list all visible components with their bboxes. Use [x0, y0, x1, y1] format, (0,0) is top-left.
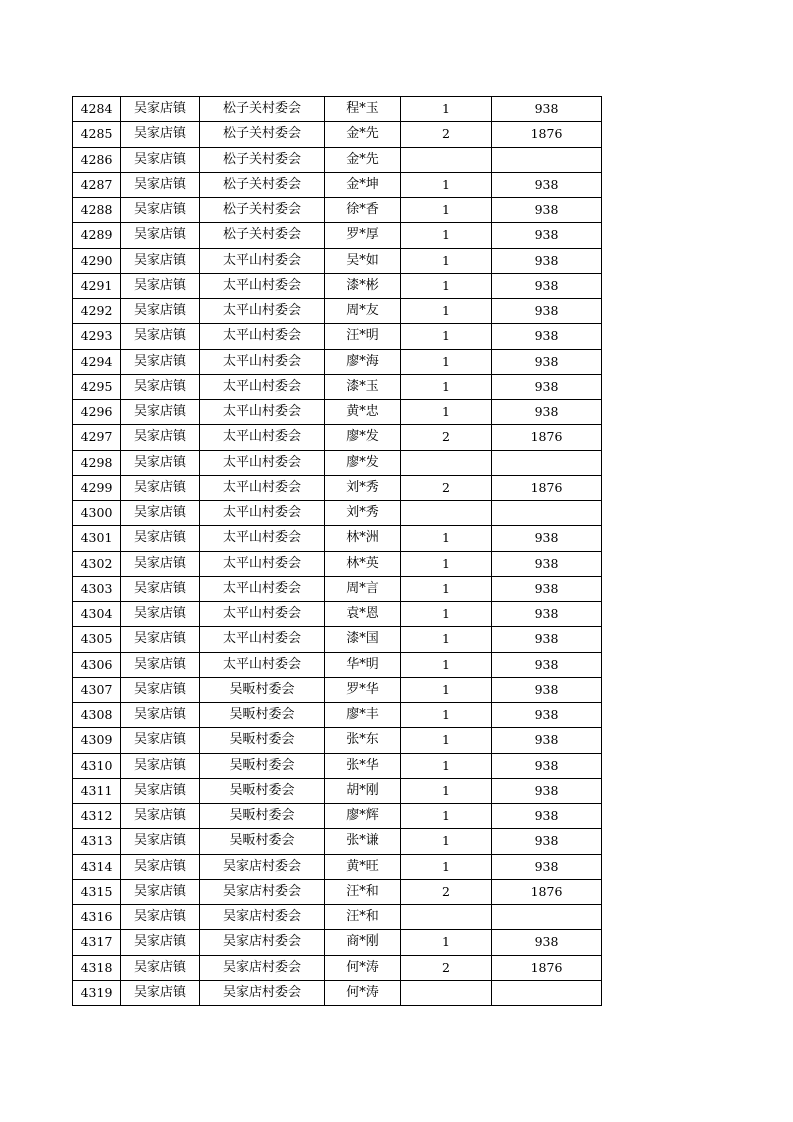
town-cell: 吴家店镇	[121, 829, 200, 854]
row-number-cell: 4308	[73, 703, 121, 728]
town-cell: 吴家店镇	[121, 905, 200, 930]
town-cell: 吴家店镇	[121, 324, 200, 349]
amount-cell: 938	[492, 299, 602, 324]
name-cell: 胡*刚	[325, 778, 401, 803]
row-number-cell: 4311	[73, 778, 121, 803]
amount-cell: 1876	[492, 425, 602, 450]
town-cell: 吴家店镇	[121, 248, 200, 273]
count-cell: 1	[401, 526, 492, 551]
table-row	[73, 273, 602, 298]
town-cell: 吴家店镇	[121, 147, 200, 172]
amount-cell: 938	[492, 400, 602, 425]
village-committee-cell: 吴家店村委会	[200, 905, 325, 930]
village-committee-cell: 吴家店村委会	[200, 879, 325, 904]
row-number-cell: 4312	[73, 804, 121, 829]
town-cell: 吴家店镇	[121, 198, 200, 223]
village-committee-cell: 太平山村委会	[200, 501, 325, 526]
count-cell: 1	[401, 829, 492, 854]
town-cell: 吴家店镇	[121, 854, 200, 879]
name-cell: 吴*如	[325, 248, 401, 273]
town-cell: 吴家店镇	[121, 602, 200, 627]
town-cell: 吴家店镇	[121, 526, 200, 551]
count-cell: 1	[401, 602, 492, 627]
data-table	[72, 96, 602, 1006]
table-row	[73, 778, 602, 803]
table-row	[73, 728, 602, 753]
village-committee-cell: 太平山村委会	[200, 551, 325, 576]
amount-cell: 1876	[492, 122, 602, 147]
count-cell: 1	[401, 400, 492, 425]
table-row	[73, 122, 602, 147]
name-cell: 金*先	[325, 147, 401, 172]
count-cell: 2	[401, 425, 492, 450]
count-cell: 1	[401, 551, 492, 576]
name-cell: 漆*国	[325, 627, 401, 652]
town-cell: 吴家店镇	[121, 374, 200, 399]
village-committee-cell: 太平山村委会	[200, 248, 325, 273]
row-number-cell: 4294	[73, 349, 121, 374]
town-cell: 吴家店镇	[121, 299, 200, 324]
name-cell: 罗*厚	[325, 223, 401, 248]
name-cell: 漆*玉	[325, 374, 401, 399]
row-number-cell: 4316	[73, 905, 121, 930]
village-committee-cell: 吴畈村委会	[200, 753, 325, 778]
town-cell: 吴家店镇	[121, 551, 200, 576]
row-number-cell: 4307	[73, 677, 121, 702]
count-cell	[401, 450, 492, 475]
amount-cell: 938	[492, 97, 602, 122]
table-row	[73, 501, 602, 526]
count-cell: 1	[401, 299, 492, 324]
amount-cell: 938	[492, 324, 602, 349]
town-cell: 吴家店镇	[121, 980, 200, 1005]
table-row	[73, 829, 602, 854]
count-cell: 1	[401, 273, 492, 298]
name-cell: 廖*发	[325, 425, 401, 450]
name-cell: 汪*和	[325, 905, 401, 930]
row-number-cell: 4305	[73, 627, 121, 652]
village-committee-cell: 太平山村委会	[200, 299, 325, 324]
count-cell: 1	[401, 198, 492, 223]
amount-cell	[492, 905, 602, 930]
table-row	[73, 349, 602, 374]
name-cell: 廖*丰	[325, 703, 401, 728]
village-committee-cell: 太平山村委会	[200, 602, 325, 627]
village-committee-cell: 吴畈村委会	[200, 804, 325, 829]
count-cell: 1	[401, 627, 492, 652]
name-cell: 廖*辉	[325, 804, 401, 829]
name-cell: 周*友	[325, 299, 401, 324]
town-cell: 吴家店镇	[121, 349, 200, 374]
table-row	[73, 299, 602, 324]
table-row	[73, 804, 602, 829]
row-number-cell: 4313	[73, 829, 121, 854]
name-cell: 汪*和	[325, 879, 401, 904]
amount-cell: 938	[492, 248, 602, 273]
name-cell: 何*涛	[325, 980, 401, 1005]
name-cell: 林*英	[325, 551, 401, 576]
table-row	[73, 374, 602, 399]
row-number-cell: 4304	[73, 602, 121, 627]
row-number-cell: 4284	[73, 97, 121, 122]
name-cell: 华*明	[325, 652, 401, 677]
amount-cell: 938	[492, 627, 602, 652]
table-row	[73, 703, 602, 728]
row-number-cell: 4293	[73, 324, 121, 349]
village-committee-cell: 太平山村委会	[200, 324, 325, 349]
village-committee-cell: 太平山村委会	[200, 627, 325, 652]
village-committee-cell: 松子关村委会	[200, 97, 325, 122]
row-number-cell: 4315	[73, 879, 121, 904]
name-cell: 漆*彬	[325, 273, 401, 298]
row-number-cell: 4301	[73, 526, 121, 551]
village-committee-cell: 太平山村委会	[200, 576, 325, 601]
table-row	[73, 198, 602, 223]
count-cell: 2	[401, 122, 492, 147]
row-number-cell: 4319	[73, 980, 121, 1005]
count-cell: 1	[401, 374, 492, 399]
amount-cell: 938	[492, 273, 602, 298]
table-row	[73, 955, 602, 980]
name-cell: 商*刚	[325, 930, 401, 955]
count-cell: 2	[401, 879, 492, 904]
row-number-cell: 4299	[73, 475, 121, 500]
table-row	[73, 248, 602, 273]
name-cell: 金*先	[325, 122, 401, 147]
town-cell: 吴家店镇	[121, 677, 200, 702]
village-committee-cell: 太平山村委会	[200, 349, 325, 374]
amount-cell: 1876	[492, 475, 602, 500]
amount-cell: 938	[492, 223, 602, 248]
town-cell: 吴家店镇	[121, 804, 200, 829]
name-cell: 罗*华	[325, 677, 401, 702]
amount-cell: 938	[492, 526, 602, 551]
village-committee-cell: 松子关村委会	[200, 172, 325, 197]
village-committee-cell: 吴家店村委会	[200, 980, 325, 1005]
row-number-cell: 4291	[73, 273, 121, 298]
table-row	[73, 324, 602, 349]
amount-cell: 1876	[492, 879, 602, 904]
town-cell: 吴家店镇	[121, 753, 200, 778]
count-cell: 1	[401, 728, 492, 753]
amount-cell: 938	[492, 728, 602, 753]
count-cell: 1	[401, 703, 492, 728]
town-cell: 吴家店镇	[121, 627, 200, 652]
table-row	[73, 526, 602, 551]
village-committee-cell: 太平山村委会	[200, 475, 325, 500]
table-row	[73, 223, 602, 248]
count-cell: 1	[401, 349, 492, 374]
row-number-cell: 4289	[73, 223, 121, 248]
village-committee-cell: 吴畈村委会	[200, 677, 325, 702]
village-committee-cell: 太平山村委会	[200, 526, 325, 551]
row-number-cell: 4309	[73, 728, 121, 753]
town-cell: 吴家店镇	[121, 172, 200, 197]
count-cell: 1	[401, 248, 492, 273]
count-cell: 1	[401, 804, 492, 829]
name-cell: 何*涛	[325, 955, 401, 980]
row-number-cell: 4287	[73, 172, 121, 197]
name-cell: 金*坤	[325, 172, 401, 197]
town-cell: 吴家店镇	[121, 475, 200, 500]
amount-cell	[492, 450, 602, 475]
town-cell: 吴家店镇	[121, 930, 200, 955]
town-cell: 吴家店镇	[121, 122, 200, 147]
village-committee-cell: 松子关村委会	[200, 122, 325, 147]
amount-cell	[492, 980, 602, 1005]
village-committee-cell: 太平山村委会	[200, 425, 325, 450]
village-committee-cell: 吴畈村委会	[200, 778, 325, 803]
count-cell: 1	[401, 753, 492, 778]
row-number-cell: 4296	[73, 400, 121, 425]
town-cell: 吴家店镇	[121, 652, 200, 677]
amount-cell: 938	[492, 854, 602, 879]
amount-cell: 938	[492, 930, 602, 955]
row-number-cell: 4303	[73, 576, 121, 601]
row-number-cell: 4317	[73, 930, 121, 955]
town-cell: 吴家店镇	[121, 450, 200, 475]
name-cell: 黄*旺	[325, 854, 401, 879]
row-number-cell: 4285	[73, 122, 121, 147]
table-row	[73, 475, 602, 500]
name-cell: 汪*明	[325, 324, 401, 349]
count-cell: 1	[401, 223, 492, 248]
table-row	[73, 677, 602, 702]
name-cell: 程*玉	[325, 97, 401, 122]
name-cell: 黄*忠	[325, 400, 401, 425]
town-cell: 吴家店镇	[121, 97, 200, 122]
count-cell	[401, 501, 492, 526]
table-row	[73, 425, 602, 450]
row-number-cell: 4318	[73, 955, 121, 980]
village-committee-cell: 吴家店村委会	[200, 930, 325, 955]
name-cell: 廖*发	[325, 450, 401, 475]
village-committee-cell: 松子关村委会	[200, 223, 325, 248]
table-row	[73, 602, 602, 627]
town-cell: 吴家店镇	[121, 400, 200, 425]
row-number-cell: 4300	[73, 501, 121, 526]
amount-cell: 938	[492, 198, 602, 223]
village-committee-cell: 吴家店村委会	[200, 854, 325, 879]
town-cell: 吴家店镇	[121, 879, 200, 904]
amount-cell: 938	[492, 703, 602, 728]
amount-cell: 1876	[492, 955, 602, 980]
town-cell: 吴家店镇	[121, 576, 200, 601]
amount-cell: 938	[492, 778, 602, 803]
table-row	[73, 652, 602, 677]
table-row	[73, 172, 602, 197]
count-cell	[401, 147, 492, 172]
amount-cell: 938	[492, 804, 602, 829]
name-cell: 刘*秀	[325, 475, 401, 500]
village-committee-cell: 吴畈村委会	[200, 728, 325, 753]
table-row	[73, 980, 602, 1005]
amount-cell: 938	[492, 652, 602, 677]
table-body	[73, 97, 602, 1006]
row-number-cell: 4306	[73, 652, 121, 677]
table-row	[73, 627, 602, 652]
row-number-cell: 4288	[73, 198, 121, 223]
amount-cell: 938	[492, 829, 602, 854]
town-cell: 吴家店镇	[121, 501, 200, 526]
amount-cell: 938	[492, 602, 602, 627]
row-number-cell: 4295	[73, 374, 121, 399]
village-committee-cell: 太平山村委会	[200, 450, 325, 475]
count-cell: 1	[401, 778, 492, 803]
row-number-cell: 4297	[73, 425, 121, 450]
amount-cell: 938	[492, 753, 602, 778]
row-number-cell: 4302	[73, 551, 121, 576]
village-committee-cell: 太平山村委会	[200, 400, 325, 425]
count-cell: 1	[401, 172, 492, 197]
count-cell: 1	[401, 854, 492, 879]
village-committee-cell: 太平山村委会	[200, 374, 325, 399]
amount-cell	[492, 147, 602, 172]
count-cell	[401, 905, 492, 930]
name-cell: 刘*秀	[325, 501, 401, 526]
village-committee-cell: 太平山村委会	[200, 652, 325, 677]
row-number-cell: 4310	[73, 753, 121, 778]
town-cell: 吴家店镇	[121, 728, 200, 753]
table-row	[73, 576, 602, 601]
row-number-cell: 4298	[73, 450, 121, 475]
count-cell: 1	[401, 324, 492, 349]
name-cell: 张*东	[325, 728, 401, 753]
village-committee-cell: 吴畈村委会	[200, 829, 325, 854]
amount-cell: 938	[492, 576, 602, 601]
amount-cell: 938	[492, 677, 602, 702]
village-committee-cell: 吴家店村委会	[200, 955, 325, 980]
count-cell: 1	[401, 652, 492, 677]
count-cell: 1	[401, 97, 492, 122]
table-row	[73, 551, 602, 576]
count-cell	[401, 980, 492, 1005]
table-row	[73, 854, 602, 879]
table-row	[73, 450, 602, 475]
name-cell: 张*谦	[325, 829, 401, 854]
village-committee-cell: 松子关村委会	[200, 198, 325, 223]
village-committee-cell: 太平山村委会	[200, 273, 325, 298]
town-cell: 吴家店镇	[121, 703, 200, 728]
amount-cell	[492, 501, 602, 526]
town-cell: 吴家店镇	[121, 425, 200, 450]
town-cell: 吴家店镇	[121, 223, 200, 248]
name-cell: 林*洲	[325, 526, 401, 551]
town-cell: 吴家店镇	[121, 778, 200, 803]
table-row	[73, 753, 602, 778]
table-row	[73, 400, 602, 425]
count-cell: 1	[401, 930, 492, 955]
town-cell: 吴家店镇	[121, 955, 200, 980]
village-committee-cell: 吴畈村委会	[200, 703, 325, 728]
name-cell: 廖*海	[325, 349, 401, 374]
row-number-cell: 4292	[73, 299, 121, 324]
table-row	[73, 930, 602, 955]
row-number-cell: 4290	[73, 248, 121, 273]
name-cell: 周*言	[325, 576, 401, 601]
count-cell: 1	[401, 576, 492, 601]
village-committee-cell: 松子关村委会	[200, 147, 325, 172]
table-row	[73, 97, 602, 122]
town-cell: 吴家店镇	[121, 273, 200, 298]
name-cell: 张*华	[325, 753, 401, 778]
name-cell: 徐*香	[325, 198, 401, 223]
row-number-cell: 4286	[73, 147, 121, 172]
name-cell: 袁*恩	[325, 602, 401, 627]
amount-cell: 938	[492, 172, 602, 197]
amount-cell: 938	[492, 374, 602, 399]
table-row	[73, 905, 602, 930]
count-cell: 1	[401, 677, 492, 702]
row-number-cell: 4314	[73, 854, 121, 879]
amount-cell: 938	[492, 551, 602, 576]
amount-cell: 938	[492, 349, 602, 374]
count-cell: 2	[401, 475, 492, 500]
table-row	[73, 879, 602, 904]
table-row	[73, 147, 602, 172]
count-cell: 2	[401, 955, 492, 980]
